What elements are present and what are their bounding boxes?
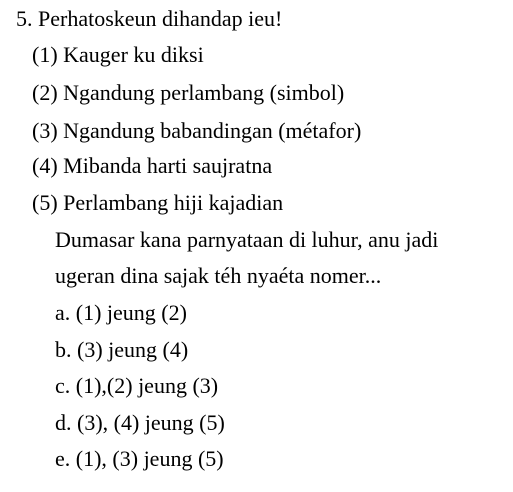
question-prompt-line-1: Dumasar kana parnyataan di luhur, anu jadi: [55, 227, 439, 252]
question-prompt-line-2: ugeran dina sajak téh nyaéta nomer...: [55, 263, 382, 288]
option-b: b. (3) jeung (4): [55, 337, 189, 362]
statement-1: (1) Kauger ku diksi: [32, 42, 204, 67]
question-header: 5. Perhatoskeun dihandap ieu!: [16, 6, 283, 31]
statement-2: (2) Ngandung perlambang (simbol): [32, 80, 345, 105]
statement-3: (3) Ngandung babandingan (métafor): [32, 118, 362, 143]
option-a: a. (1) jeung (2): [55, 300, 187, 325]
option-c: c. (1),(2) jeung (3): [55, 373, 219, 398]
statement-4: (4) Mibanda harti saujratna: [32, 153, 273, 178]
statement-5: (5) Perlambang hiji kajadian: [32, 190, 284, 215]
option-d: d. (3), (4) jeung (5): [55, 410, 225, 435]
option-e: e. (1), (3) jeung (5): [55, 446, 224, 471]
